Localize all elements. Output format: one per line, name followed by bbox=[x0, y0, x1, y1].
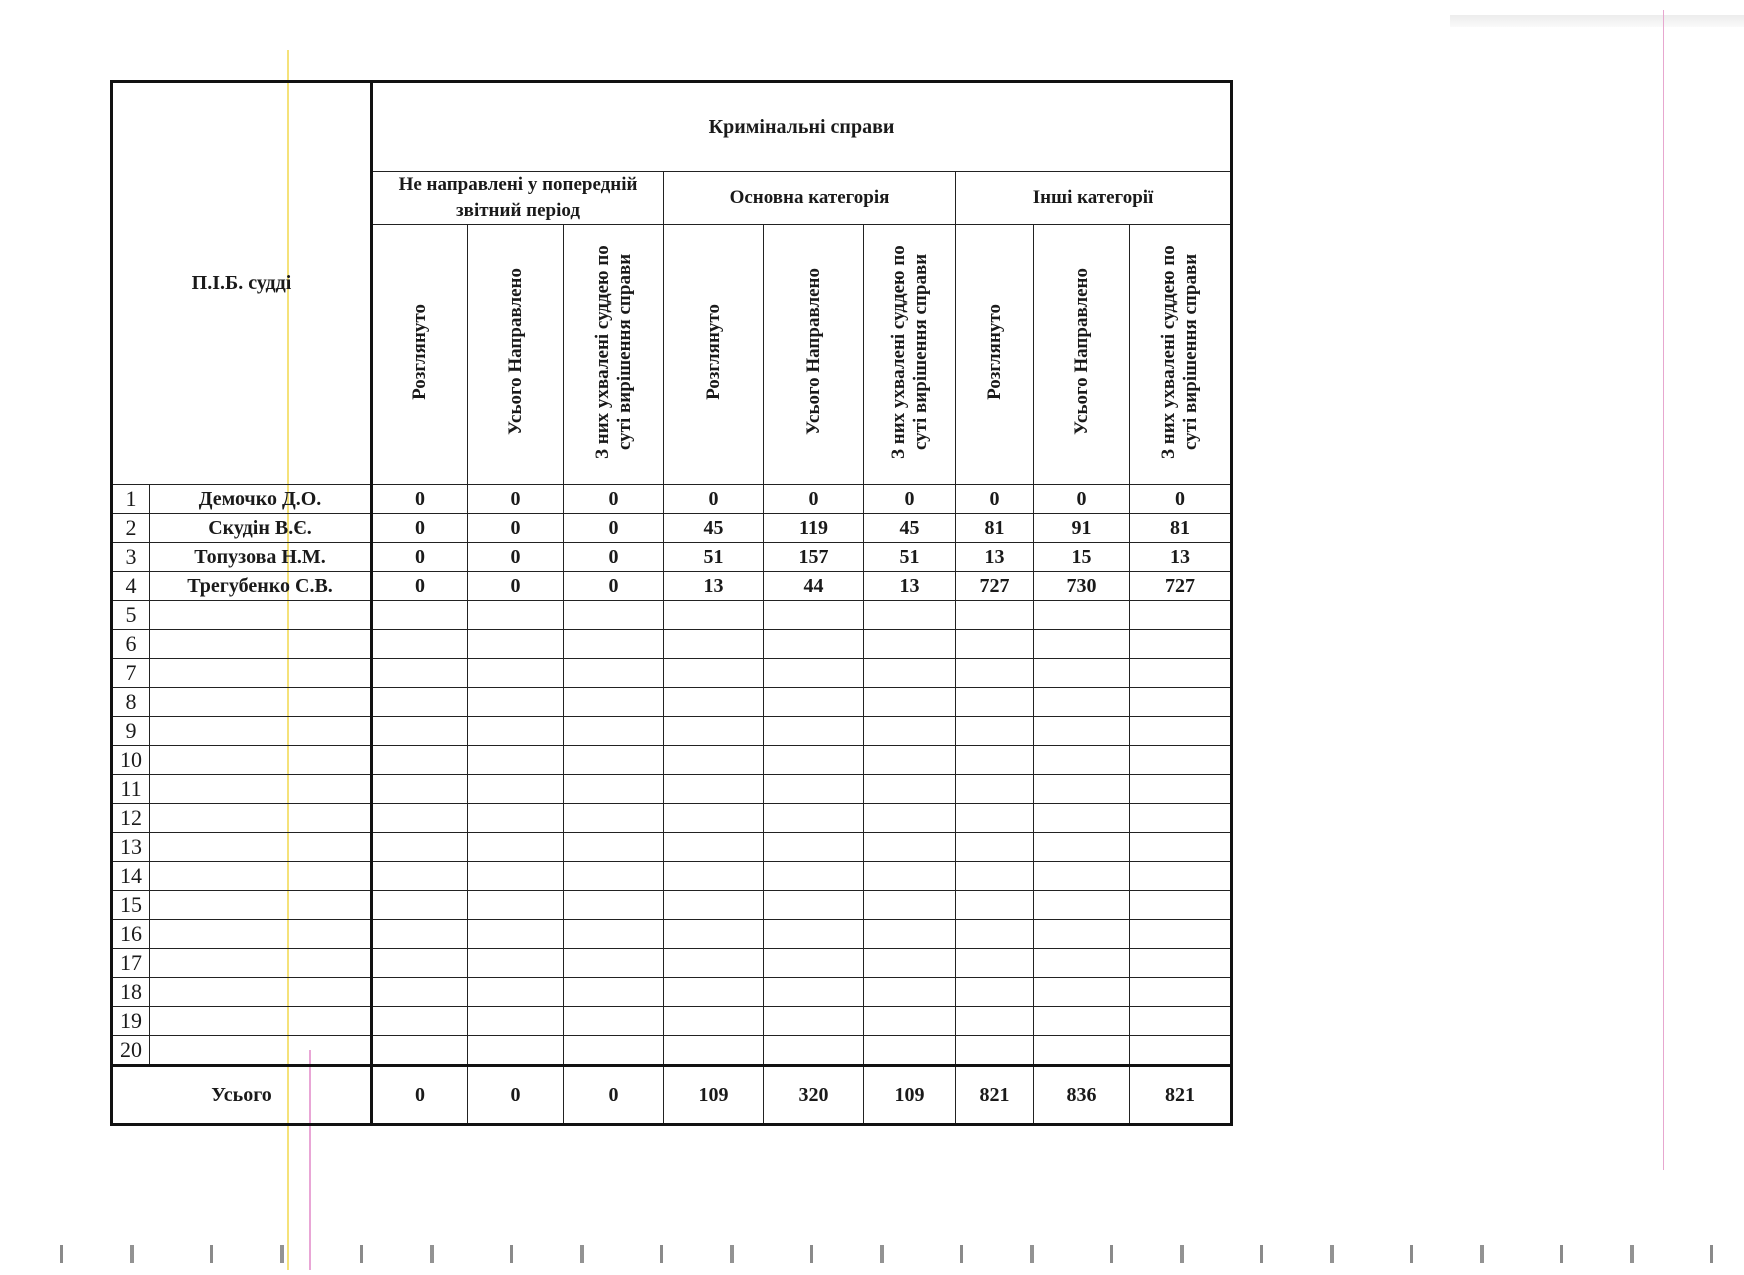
criminal-cases-table bbox=[110, 80, 1233, 1126]
total-cell: 0 bbox=[372, 1066, 468, 1125]
column-header-label: Усього Направлено bbox=[1070, 268, 1092, 435]
table-cell: 0 bbox=[564, 514, 664, 543]
table-cell bbox=[1130, 775, 1232, 804]
table-cell bbox=[372, 1007, 468, 1036]
table-cell bbox=[372, 688, 468, 717]
table-cell: 44 bbox=[764, 572, 864, 601]
column-header-label: З них ухвалені суддею по суті вирішення справи bbox=[887, 244, 931, 459]
table-row bbox=[112, 688, 1232, 717]
table-cell bbox=[564, 630, 664, 659]
row-number: 15 bbox=[112, 891, 150, 920]
table-cell bbox=[1130, 891, 1232, 920]
table-cell: 91 bbox=[1034, 514, 1130, 543]
table-cell: 13 bbox=[956, 543, 1034, 572]
column-header bbox=[764, 225, 864, 485]
row-number: 7 bbox=[112, 659, 150, 688]
table-cell bbox=[1130, 920, 1232, 949]
total-cell: 109 bbox=[864, 1066, 956, 1125]
table-cell bbox=[1130, 746, 1232, 775]
table-row bbox=[112, 572, 1232, 601]
table-row bbox=[112, 949, 1232, 978]
group-header-main-category: Основна категорія bbox=[664, 172, 956, 225]
table-cell: 13 bbox=[664, 572, 764, 601]
table-cell: 0 bbox=[564, 543, 664, 572]
table-cell bbox=[956, 630, 1034, 659]
table-cell bbox=[956, 659, 1034, 688]
judge-name: Скудін В.Є. bbox=[150, 514, 372, 543]
table-cell bbox=[764, 1036, 864, 1066]
table-cell bbox=[664, 659, 764, 688]
column-header-label: З них ухвалені суддею по суті вирішення справи bbox=[591, 244, 635, 459]
column-header-label: Розглянуто bbox=[409, 303, 430, 400]
table-cell bbox=[864, 717, 956, 746]
table-cell bbox=[468, 862, 564, 891]
table-cell bbox=[372, 775, 468, 804]
table-cell bbox=[1034, 804, 1130, 833]
table-cell bbox=[864, 978, 956, 1007]
table-cell bbox=[956, 862, 1034, 891]
table-row bbox=[112, 1036, 1232, 1066]
table-cell bbox=[764, 775, 864, 804]
column-header-label: Розглянуто bbox=[702, 303, 724, 400]
table-cell bbox=[956, 688, 1034, 717]
table-cell bbox=[468, 891, 564, 920]
table-cell bbox=[864, 804, 956, 833]
table-row bbox=[112, 862, 1232, 891]
table-cell bbox=[664, 601, 764, 630]
table-cell bbox=[468, 833, 564, 862]
table-cell: 81 bbox=[1130, 514, 1232, 543]
table-cell bbox=[468, 1007, 564, 1036]
table-cell bbox=[864, 920, 956, 949]
table-cell bbox=[468, 978, 564, 1007]
judge-name bbox=[150, 688, 372, 717]
table-cell: 51 bbox=[664, 543, 764, 572]
table-cell bbox=[764, 920, 864, 949]
judge-name bbox=[150, 775, 372, 804]
table-cell bbox=[564, 804, 664, 833]
column-header bbox=[1130, 225, 1232, 485]
table-cell bbox=[864, 862, 956, 891]
table-cell bbox=[1034, 688, 1130, 717]
table-cell: 0 bbox=[564, 572, 664, 601]
table-cell bbox=[468, 804, 564, 833]
table-cell bbox=[764, 862, 864, 891]
table-cell bbox=[468, 920, 564, 949]
table-cell bbox=[1130, 688, 1232, 717]
table-cell bbox=[468, 688, 564, 717]
table-cell bbox=[764, 891, 864, 920]
table-cell bbox=[956, 746, 1034, 775]
table-cell: 0 bbox=[468, 572, 564, 601]
table-cell bbox=[564, 920, 664, 949]
table-cell bbox=[764, 1007, 864, 1036]
judge-name bbox=[150, 804, 372, 833]
table-row bbox=[112, 775, 1232, 804]
row-number: 8 bbox=[112, 688, 150, 717]
table-cell bbox=[1034, 746, 1130, 775]
table-cell: 0 bbox=[468, 543, 564, 572]
table-row bbox=[112, 891, 1232, 920]
table-cell bbox=[664, 804, 764, 833]
table-cell bbox=[372, 804, 468, 833]
table-cell: 730 bbox=[1034, 572, 1130, 601]
column-header bbox=[664, 225, 764, 485]
table-cell bbox=[564, 891, 664, 920]
table-cell: 0 bbox=[1130, 485, 1232, 514]
table-cell: 0 bbox=[372, 514, 468, 543]
judge-name bbox=[150, 746, 372, 775]
table-cell bbox=[664, 920, 764, 949]
table-cell bbox=[1130, 978, 1232, 1007]
table-cell bbox=[764, 601, 864, 630]
table-cell: 45 bbox=[664, 514, 764, 543]
table-cell bbox=[956, 920, 1034, 949]
total-cell: 109 bbox=[664, 1066, 764, 1125]
table-cell bbox=[564, 833, 664, 862]
table-cell bbox=[564, 949, 664, 978]
table-cell bbox=[864, 775, 956, 804]
table-cell bbox=[864, 949, 956, 978]
total-label: Усього bbox=[112, 1066, 372, 1125]
table-cell bbox=[1034, 978, 1130, 1007]
table-cell bbox=[664, 630, 764, 659]
table-cell bbox=[664, 949, 764, 978]
table-cell: 0 bbox=[764, 485, 864, 514]
table-cell bbox=[864, 1007, 956, 1036]
table-row bbox=[112, 630, 1232, 659]
row-number: 12 bbox=[112, 804, 150, 833]
total-cell: 836 bbox=[1034, 1066, 1130, 1125]
row-number: 17 bbox=[112, 949, 150, 978]
table-cell bbox=[956, 775, 1034, 804]
column-header bbox=[864, 225, 956, 485]
table-cell bbox=[864, 1036, 956, 1066]
row-number: 13 bbox=[112, 833, 150, 862]
table-cell: 727 bbox=[1130, 572, 1232, 601]
table-cell bbox=[1130, 949, 1232, 978]
table-cell bbox=[1130, 833, 1232, 862]
judge-name: Трегубенко С.В. bbox=[150, 572, 372, 601]
table-cell bbox=[564, 659, 664, 688]
table-cell bbox=[956, 949, 1034, 978]
table-cell bbox=[468, 630, 564, 659]
table-row bbox=[112, 543, 1232, 572]
table-cell bbox=[664, 746, 764, 775]
judge-name bbox=[150, 978, 372, 1007]
scan-noise bbox=[60, 1245, 1744, 1263]
table-cell bbox=[956, 1007, 1034, 1036]
table-cell bbox=[372, 862, 468, 891]
table-cell: 0 bbox=[864, 485, 956, 514]
table-cell bbox=[564, 862, 664, 891]
table-cell bbox=[372, 891, 468, 920]
table-cell bbox=[956, 978, 1034, 1007]
row-number: 11 bbox=[112, 775, 150, 804]
table-cell bbox=[664, 978, 764, 1007]
total-cell: 821 bbox=[1130, 1066, 1232, 1125]
table-cell bbox=[564, 688, 664, 717]
table-cell bbox=[864, 659, 956, 688]
total-cell: 0 bbox=[564, 1066, 664, 1125]
table-cell bbox=[372, 1036, 468, 1066]
table-cell bbox=[956, 601, 1034, 630]
table-cell bbox=[664, 717, 764, 746]
row-number: 18 bbox=[112, 978, 150, 1007]
table-cell bbox=[664, 1036, 764, 1066]
table-cell bbox=[1034, 775, 1130, 804]
table-cell: 0 bbox=[1034, 485, 1130, 514]
table-cell bbox=[468, 949, 564, 978]
judge-name bbox=[150, 949, 372, 978]
judge-name bbox=[150, 1007, 372, 1036]
table-cell bbox=[956, 1036, 1034, 1066]
judge-name bbox=[150, 862, 372, 891]
table-cell bbox=[764, 978, 864, 1007]
judge-name bbox=[150, 601, 372, 630]
table-cell bbox=[564, 1007, 664, 1036]
table-cell: 0 bbox=[372, 572, 468, 601]
table-cell bbox=[372, 949, 468, 978]
table-cell bbox=[864, 601, 956, 630]
row-number: 6 bbox=[112, 630, 150, 659]
judge-name-header: П.І.Б. судді bbox=[112, 82, 372, 485]
table-row bbox=[112, 717, 1232, 746]
table-cell bbox=[372, 978, 468, 1007]
table-cell bbox=[1130, 804, 1232, 833]
table-cell bbox=[956, 804, 1034, 833]
table-cell bbox=[564, 601, 664, 630]
table-cell bbox=[864, 630, 956, 659]
table-row bbox=[112, 804, 1232, 833]
table-cell bbox=[468, 1036, 564, 1066]
row-number: 20 bbox=[112, 1036, 150, 1066]
table-cell: 0 bbox=[468, 485, 564, 514]
table-cell bbox=[564, 746, 664, 775]
table-cell bbox=[1130, 717, 1232, 746]
table-cell bbox=[1130, 630, 1232, 659]
total-cell: 821 bbox=[956, 1066, 1034, 1125]
judge-name bbox=[150, 717, 372, 746]
row-number: 5 bbox=[112, 601, 150, 630]
row-number: 1 bbox=[112, 485, 150, 514]
table-cell bbox=[1034, 659, 1130, 688]
table-cell bbox=[372, 601, 468, 630]
scan-shading bbox=[1450, 15, 1744, 27]
table-cell bbox=[564, 717, 664, 746]
table-cell: 0 bbox=[468, 514, 564, 543]
table-cell bbox=[1034, 833, 1130, 862]
row-number: 10 bbox=[112, 746, 150, 775]
table-cell bbox=[1034, 630, 1130, 659]
table-cell bbox=[564, 1036, 664, 1066]
table-cell bbox=[864, 688, 956, 717]
table-row bbox=[112, 514, 1232, 543]
table-cell bbox=[764, 746, 864, 775]
table-cell bbox=[1034, 717, 1130, 746]
table-cell bbox=[468, 601, 564, 630]
table-cell bbox=[1130, 659, 1232, 688]
table-cell bbox=[372, 630, 468, 659]
table-cell bbox=[764, 659, 864, 688]
table-cell bbox=[1034, 601, 1130, 630]
judge-name bbox=[150, 1036, 372, 1066]
column-header bbox=[468, 225, 564, 485]
row-number: 14 bbox=[112, 862, 150, 891]
total-cell: 320 bbox=[764, 1066, 864, 1125]
table-caption: Кримінальні справи bbox=[372, 82, 1232, 172]
table-cell bbox=[372, 659, 468, 688]
total-cell: 0 bbox=[468, 1066, 564, 1125]
table-cell bbox=[664, 1007, 764, 1036]
column-header bbox=[564, 225, 664, 485]
table-cell bbox=[372, 920, 468, 949]
row-number: 9 bbox=[112, 717, 150, 746]
row-number: 16 bbox=[112, 920, 150, 949]
table-cell bbox=[764, 688, 864, 717]
table-cell: 0 bbox=[372, 485, 468, 514]
table-cell bbox=[468, 717, 564, 746]
table-cell bbox=[372, 833, 468, 862]
table-cell: 45 bbox=[864, 514, 956, 543]
table-cell: 51 bbox=[864, 543, 956, 572]
column-header bbox=[1034, 225, 1130, 485]
table-row bbox=[112, 920, 1232, 949]
judge-name bbox=[150, 833, 372, 862]
table-cell bbox=[664, 775, 764, 804]
table-cell: 0 bbox=[564, 485, 664, 514]
table-row bbox=[112, 485, 1232, 514]
scan-artifact-line bbox=[1663, 10, 1664, 1170]
row-number: 2 bbox=[112, 514, 150, 543]
table-cell bbox=[764, 833, 864, 862]
table-cell: 0 bbox=[956, 485, 1034, 514]
group-header-other-categories: Інші категорії bbox=[956, 172, 1232, 225]
table-row bbox=[112, 746, 1232, 775]
column-header-label: Усього Направлено bbox=[504, 268, 526, 435]
table-cell bbox=[372, 717, 468, 746]
table-cell bbox=[1130, 1036, 1232, 1066]
table-cell bbox=[664, 688, 764, 717]
row-number: 19 bbox=[112, 1007, 150, 1036]
table-cell bbox=[956, 717, 1034, 746]
column-header-label: Усього Направлено bbox=[802, 268, 824, 435]
table-cell bbox=[468, 775, 564, 804]
group-header-previous-period: Не направлені у попередній звітний період bbox=[372, 172, 664, 225]
table-cell bbox=[372, 746, 468, 775]
table-cell: 157 bbox=[764, 543, 864, 572]
table-cell bbox=[1034, 891, 1130, 920]
table-cell bbox=[764, 949, 864, 978]
table-cell: 0 bbox=[372, 543, 468, 572]
table-row bbox=[112, 659, 1232, 688]
table-cell bbox=[864, 746, 956, 775]
table-cell bbox=[1034, 1007, 1130, 1036]
table-cell bbox=[468, 746, 564, 775]
table-cell bbox=[764, 804, 864, 833]
table-cell bbox=[468, 659, 564, 688]
judge-name bbox=[150, 920, 372, 949]
column-header-label: З них ухвалені суддею по суті вирішення справи bbox=[1158, 244, 1202, 459]
table-cell bbox=[1034, 862, 1130, 891]
table-cell bbox=[1034, 920, 1130, 949]
table-cell: 727 bbox=[956, 572, 1034, 601]
table-cell: 81 bbox=[956, 514, 1034, 543]
table-cell bbox=[764, 630, 864, 659]
table-cell bbox=[664, 862, 764, 891]
judge-name bbox=[150, 659, 372, 688]
table-cell bbox=[956, 891, 1034, 920]
table-cell bbox=[664, 833, 764, 862]
table-cell bbox=[1130, 862, 1232, 891]
column-header bbox=[372, 225, 468, 485]
table-cell bbox=[1034, 1036, 1130, 1066]
table-cell bbox=[864, 891, 956, 920]
table-row bbox=[112, 601, 1232, 630]
table-cell bbox=[1130, 1007, 1232, 1036]
table-cell bbox=[764, 717, 864, 746]
table-row bbox=[112, 833, 1232, 862]
judge-name: Топузова Н.М. bbox=[150, 543, 372, 572]
table-cell bbox=[864, 833, 956, 862]
judge-name bbox=[150, 630, 372, 659]
row-number: 4 bbox=[112, 572, 150, 601]
table-cell bbox=[956, 833, 1034, 862]
table-cell: 13 bbox=[1130, 543, 1232, 572]
table-cell: 15 bbox=[1034, 543, 1130, 572]
table-cell: 0 bbox=[664, 485, 764, 514]
table-cell bbox=[564, 775, 664, 804]
table-row bbox=[112, 978, 1232, 1007]
row-number: 3 bbox=[112, 543, 150, 572]
judge-name: Демочко Д.О. bbox=[150, 485, 372, 514]
table-cell: 119 bbox=[764, 514, 864, 543]
table-cell bbox=[1130, 601, 1232, 630]
table-cell bbox=[1034, 949, 1130, 978]
judge-name bbox=[150, 891, 372, 920]
column-header bbox=[956, 225, 1034, 485]
table-row bbox=[112, 1007, 1232, 1036]
table-cell bbox=[664, 891, 764, 920]
table-cell: 13 bbox=[864, 572, 956, 601]
column-header-label: Розглянуто bbox=[983, 303, 1005, 400]
table-cell bbox=[564, 978, 664, 1007]
